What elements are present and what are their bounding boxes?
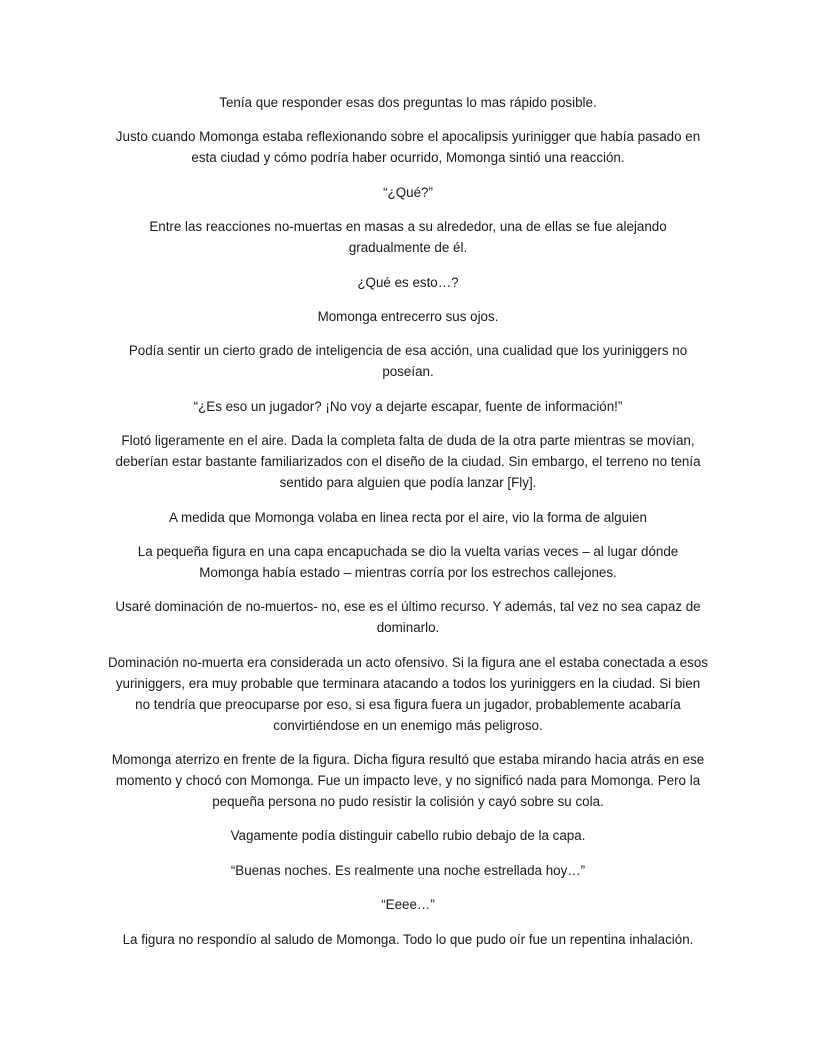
paragraph: “¿Es eso un jugador? ¡No voy a dejarte escapar, fuente de información!” xyxy=(193,398,623,414)
paragraph: Vagamente podía distinguir cabello rubio debajo de la capa. xyxy=(230,828,586,844)
paragraph: La figura no respondío al saludo de Momonga. Todo lo que pudo oír fue un repentina inhalación. xyxy=(122,931,694,947)
paragraph: Dominación no-muerta era considerada un acto ofensivo. Si la figura ane el estaba conectada a esos yuriniggers, era muy probable que terminara atacando a todos los yuriniggers en la ciudad. Si bien no tendría que preocuparse por eso, si esa figura fuera un jugador, probablemente acabaría convirtiéndose en un enemigo más peligroso. xyxy=(108,654,708,733)
paragraph: Momonga entrecerro sus ojos. xyxy=(317,308,499,324)
paragraph: “¿Qué?” xyxy=(383,184,433,200)
paragraph: Momonga aterrizo en frente de la figura. Dicha figura resultó que estaba mirando hacia atrás en ese momento y chocó con Momonga. Fue un impacto leve, y no significó nada para Momonga. Pero la pequeña persona no pudo resistir la colisión y cayó sobre su cola. xyxy=(111,752,705,810)
paragraph: Tenía que responder esas dos preguntas lo mas rápido posible. xyxy=(219,95,597,110)
paragraph: ¿Qué es esto…? xyxy=(357,274,459,290)
paragraph: La pequeña figura en una capa encapuchada se dio la vuelta varias veces – al lugar dónde Momonga había estado – mientras corría por los estrechos callejones. xyxy=(137,543,679,580)
paragraph: Flotó ligeramente en el aire. Dada la completa falta de duda de la otra parte mientras se movían, deberían estar bastante familiarizados con el diseño de la ciudad. Sin embargo, el terreno no tenía sentido para alguien que podía lanzar [Fly]. xyxy=(115,433,701,491)
paragraph: Podía sentir un cierto grado de inteligencia de esa acción, una cualidad que los yuriniggers no poseían. xyxy=(128,343,688,380)
paragraph: A medida que Momonga volaba en linea recta por el aire, vio la forma de alguien xyxy=(169,509,647,525)
document-body xyxy=(108,92,708,963)
paragraph: Justo cuando Momonga estaba reflexionando sobre el apocalipsis yurinigger que había pasado en esta ciudad y cómo podría haber ocurrido, Momonga sintió una reacción. xyxy=(115,129,701,166)
paragraph: “Buenas noches. Es realmente una noche estrellada hoy…” xyxy=(230,862,586,878)
paragraph: “Eeee…” xyxy=(381,897,435,913)
paragraph: Entre las reacciones no-muertas en masas a su alrededor, una de ellas se fue alejando gradualmente de él. xyxy=(149,219,667,256)
paragraph: Usaré dominación de no-muertos- no, ese es el último recurso. Y además, tal vez no sea capaz de dominarlo. xyxy=(115,599,701,636)
